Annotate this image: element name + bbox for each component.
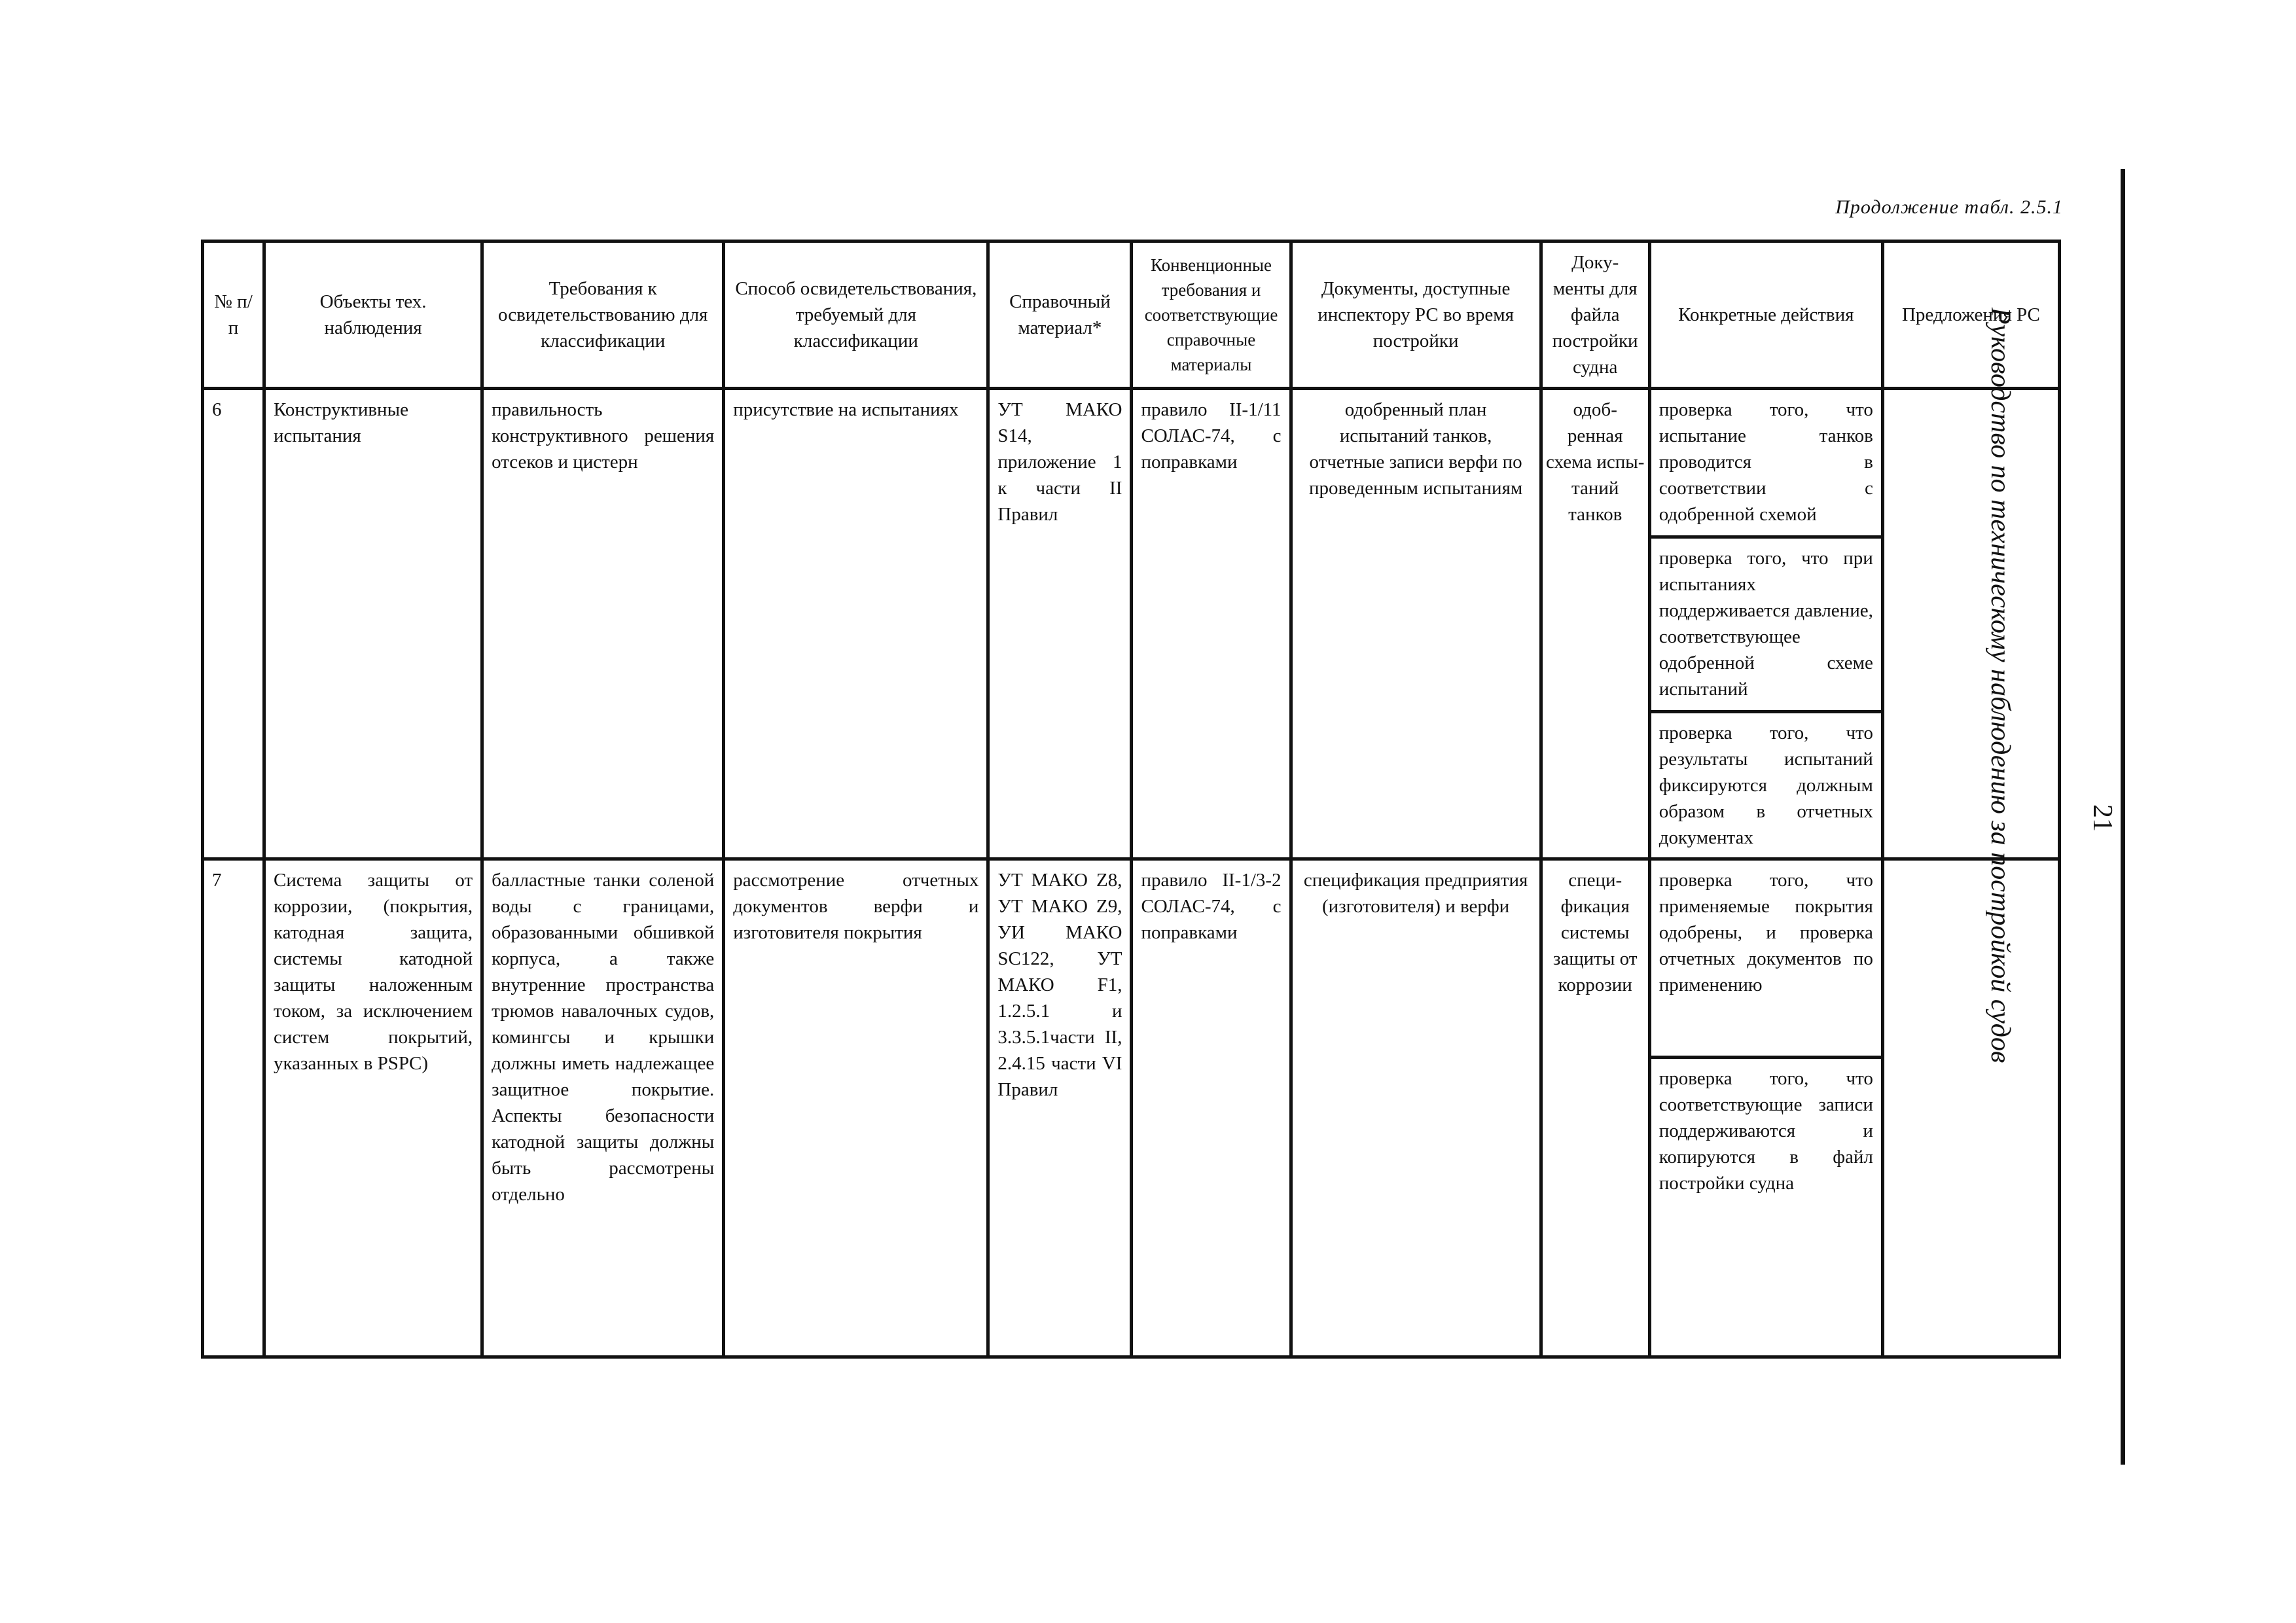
- header-cell: Предложения РС: [1882, 241, 2059, 389]
- running-title: Руководство по техническому наблюдению за постройкой судов: [1985, 307, 2015, 1063]
- header-cell: Требования к освидетельствованию для классификации: [482, 241, 724, 389]
- action-item: проверка того, что применяемые покрытия одобрены, и проверка отчетных документов по применению: [1659, 870, 1873, 995]
- row-number: 7: [203, 859, 264, 1357]
- table-row: [203, 859, 2060, 1357]
- actions-cell: [1649, 389, 1882, 859]
- documents-cell: спецификация предприятия (изготовителя) и верфи: [1291, 859, 1541, 1357]
- object-cell: Конструктивные испытания: [264, 389, 482, 859]
- header-cell: Способ освидетельствования, требуемый для классификации: [724, 241, 988, 389]
- convention-cell: правило II-1/3-2 СОЛАС-74, с поправками: [1132, 859, 1291, 1357]
- proposals-cell: [1882, 859, 2059, 1357]
- header-cell: Конкретные действия: [1649, 241, 1882, 389]
- margin-rule: [2121, 169, 2125, 1465]
- convention-cell: правило II-1/11 СОЛАС-74, с поправками: [1132, 389, 1291, 859]
- table-caption: Продолжение табл. 2.5.1: [1835, 196, 2063, 218]
- actions-cell: [1649, 859, 1882, 1357]
- header-cell: Объекты тех. наблюдения: [264, 241, 482, 389]
- action-item: проверка того, что соответствующие записи поддерживаются и копируются в файл постройки судна: [1651, 1056, 1881, 1203]
- header-cell: Документы, доступные инспектору РС во время постройки: [1291, 241, 1541, 389]
- reference-cell: УТ МАКО S14, приложение 1 к части II Правил: [988, 389, 1132, 859]
- requirements-cell: правильность конструктивного решения отсеков и цистерн: [482, 389, 724, 859]
- action-item: проверка того, что результаты испытаний фиксируются должным образом в отчетных документах: [1651, 710, 1881, 857]
- requirements-cell: балластные танки соленой воды с границами, образованными обшивкой корпуса, а также внутренние пространства трюмов навалочных судов, комингсы и крышки должны иметь надлежащее защитное покрытие. Аспекты безопасности катодной защиты должны быть рассмотрены отдельно: [482, 859, 724, 1357]
- header-cell: Доку- менты для файла постройки судна: [1541, 241, 1649, 389]
- action-item: проверка того, что при испытаниях поддерживается давление, соответствующее одобренной схеме испытаний: [1651, 535, 1881, 710]
- page-number: 21: [2087, 804, 2117, 832]
- header-cell: Справочный материал*: [988, 241, 1132, 389]
- reference-cell: УТ МАКО Z8, УТ МАКО Z9, УИ МАКО SC122, УТ МАКО F1, 1.2.5.1 и 3.3.5.1части II, 2.4.15 части VI Правил: [988, 859, 1132, 1357]
- proposals-cell: [1882, 389, 2059, 859]
- file-docs-cell: одоб- ренная схема испы- таний танков: [1541, 389, 1649, 859]
- header-row: [203, 241, 2060, 389]
- header-cell: № п/п: [203, 241, 264, 389]
- action-item: проверка того, что испытание танков проводится в соответствии с одобренной схемой: [1659, 399, 1873, 525]
- file-docs-cell: специ- фикация системы защиты от коррозии: [1541, 859, 1649, 1357]
- row-number: 6: [203, 389, 264, 859]
- header-cell: Конвенционные требования и соответствующие справочные материалы: [1132, 241, 1291, 389]
- documents-cell: одобренный план испытаний танков, отчетные записи верфи по проведенным испытаниям: [1291, 389, 1541, 859]
- table-row: [203, 389, 2060, 859]
- method-cell: рассмотрение отчетных документов верфи и изготовителя покрытия: [724, 859, 988, 1357]
- method-cell: присутствие на испытаниях: [724, 389, 988, 859]
- inspection-table: [201, 240, 2061, 1359]
- object-cell: Система защиты от коррозии, (покрытия, катодная защита, системы катодной защиты наложенным током, за исключением систем покрытий, указанных в PSPC): [264, 859, 482, 1357]
